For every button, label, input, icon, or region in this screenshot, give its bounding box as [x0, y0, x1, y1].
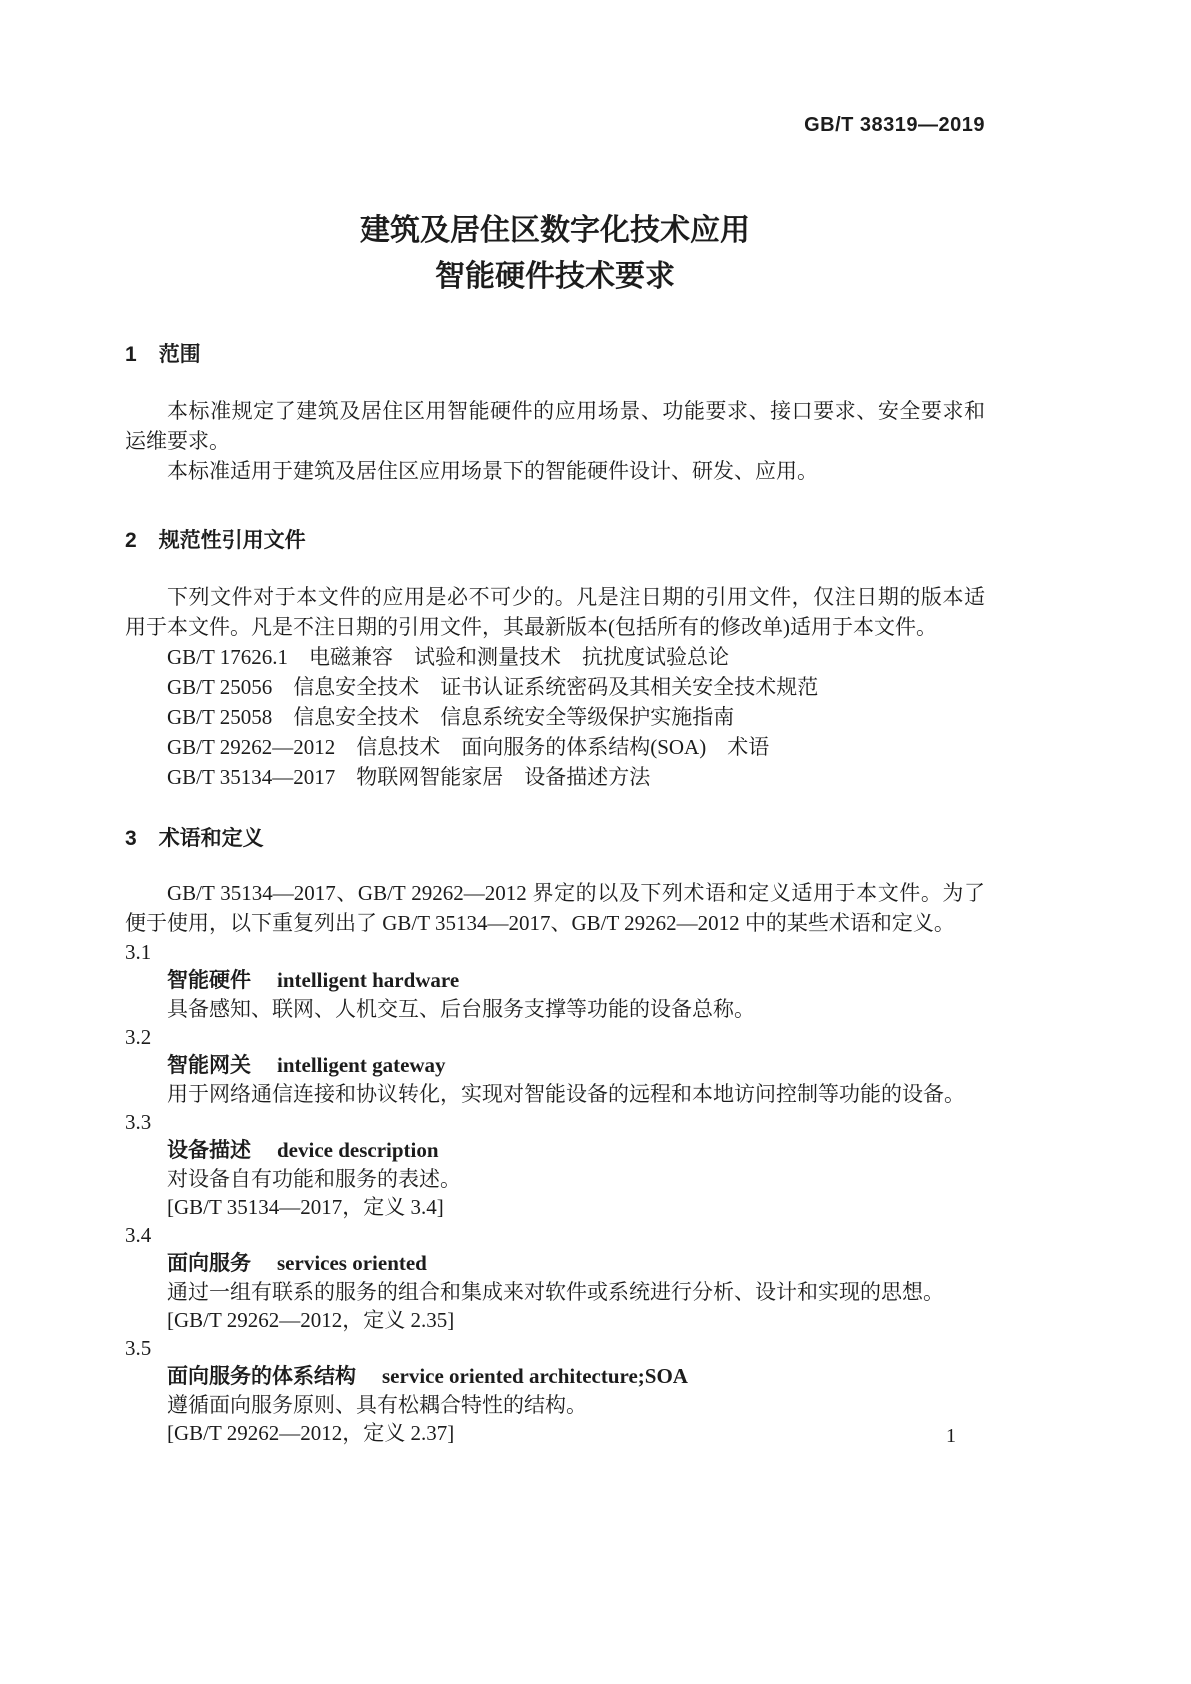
term-title [167, 966, 985, 995]
term-name-en: services oriented [277, 1251, 427, 1275]
term-source: [GB/T 29262—2012，定义 2.37] [167, 1421, 455, 1445]
reference-item: GB/T 35134—2017 物联网智能家居 设备描述方法 [167, 765, 651, 789]
section-title: 规范性引用文件 [158, 529, 306, 552]
term-number: 3.4 [125, 1223, 152, 1247]
term-entry [125, 1108, 985, 1221]
term-title [167, 1249, 985, 1278]
term-name-en: device description [277, 1138, 439, 1162]
term-name-en: service oriented architecture;SOA [382, 1364, 688, 1388]
document-content [125, 0, 985, 1447]
paragraph: GB/T 35134—2017、GB/T 29262—2012 界定的以及下列术语和定义适用于本文件。为了便于使用，以下重复列出了 GB/T 35134—2017、GB/T 29262—2012 中的某些术语和定义。 [125, 881, 985, 935]
reference-item: GB/T 29262—2012 信息技术 面向服务的体系结构(SOA) 术语 [167, 735, 770, 759]
reference-list [125, 642, 985, 792]
term-number: 3.3 [125, 1110, 152, 1134]
section-terms-and-definitions [125, 824, 985, 1447]
title-line-1: 建筑及居住区数字化技术应用 [360, 214, 750, 247]
term-entry [125, 1023, 985, 1108]
term-name-cn: 面向服务 [167, 1252, 251, 1275]
term-name-cn: 面向服务的体系结构 [167, 1365, 356, 1388]
term-definition: 通过一组有联系的服务的组合和集成来对软件或系统进行分析、设计和实现的思想。 [167, 1280, 944, 1304]
section-number: 3 [125, 827, 137, 850]
reference-item: GB/T 25056 信息安全技术 证书认证系统密码及其相关安全技术规范 [167, 675, 819, 699]
term-title [167, 1051, 985, 1080]
term-name-cn: 智能硬件 [167, 969, 251, 992]
term-entry [125, 938, 985, 1023]
term-name-cn: 智能网关 [167, 1054, 251, 1077]
reference-item: GB/T 17626.1 电磁兼容 试验和测量技术 抗扰度试验总论 [167, 645, 729, 669]
term-title [167, 1362, 985, 1391]
term-definition: 遵循面向服务原则、具有松耦合特性的结构。 [167, 1393, 587, 1417]
term-source: [GB/T 29262—2012，定义 2.35] [167, 1308, 455, 1332]
title-line-2: 智能硬件技术要求 [435, 260, 675, 293]
term-entry [125, 1334, 985, 1447]
section-number: 1 [125, 343, 137, 366]
section-title: 范围 [158, 343, 201, 366]
term-title [167, 1136, 985, 1165]
document-title [125, 208, 985, 300]
term-definition: 对设备自有功能和服务的表述。 [167, 1167, 461, 1191]
term-entry [125, 1221, 985, 1334]
section-number: 2 [125, 529, 137, 552]
paragraph: 本标准规定了建筑及居住区用智能硬件的应用场景、功能要求、接口要求、安全要求和运维要求。 [125, 399, 985, 453]
section-heading [125, 340, 985, 370]
doc-number: GB/T 38319—2019 [804, 114, 985, 136]
term-number: 3.2 [125, 1025, 152, 1049]
section-title: 术语和定义 [158, 827, 264, 850]
term-number: 3.1 [125, 940, 152, 964]
paragraph: 下列文件对于本文件的应用是必不可少的。凡是注日期的引用文件，仅注日期的版本适用于本文件。凡是不注日期的引用文件，其最新版本(包括所有的修改单)适用于本文件。 [125, 585, 985, 639]
term-name-cn: 设备描述 [167, 1139, 251, 1162]
term-name-en: intelligent gateway [277, 1053, 446, 1077]
reference-item: GB/T 25058 信息安全技术 信息系统安全等级保护实施指南 [167, 705, 735, 729]
terms-list [125, 938, 985, 1447]
section-heading [125, 824, 985, 854]
term-source: [GB/T 35134—2017，定义 3.4] [167, 1195, 444, 1219]
term-definition: 具备感知、联网、人机交互、后台服务支撑等功能的设备总称。 [167, 997, 755, 1021]
term-name-en: intelligent hardware [277, 968, 460, 992]
section-scope [125, 340, 985, 486]
term-definition: 用于网络通信连接和协议转化，实现对智能设备的远程和本地访问控制等功能的设备。 [167, 1082, 965, 1106]
page-number: 1 [946, 1425, 956, 1447]
paragraph: 本标准适用于建筑及居住区应用场景下的智能硬件设计、研发、应用。 [167, 459, 818, 483]
section-normative-references [125, 526, 985, 792]
section-heading [125, 526, 985, 556]
term-number: 3.5 [125, 1336, 152, 1360]
